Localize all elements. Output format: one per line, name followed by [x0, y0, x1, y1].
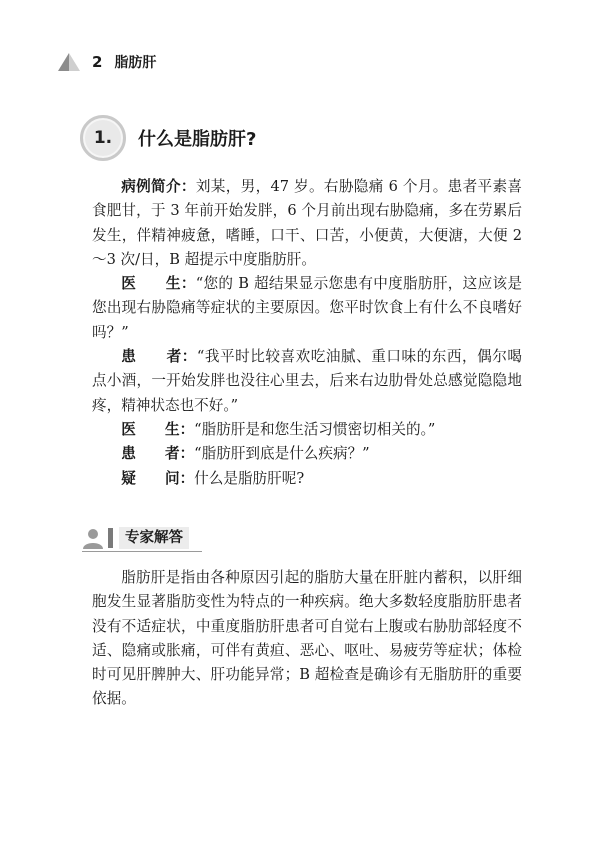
expert-answer-text: 脂肪肝是指由各种原因引起的脂肪大量在肝脏内蓄积，以肝细胞发生显著脂肪变性为特点的一种疾病。绝大多数轻度脂肪肝患者没有不适症状，中重度脂肪肝患者可自觉右上腹或右胁肋部轻度不适、隐痛或胀痛，可伴有黄疸、恶心、呕吐、易疲劳等症状；体检时可见肝脾肿大、肝功能异常；B 超检查是确诊有无脂肪肝的重要依据。	[92, 569, 522, 708]
speaker-label: 疑 问：	[121, 469, 195, 487]
expert-answer	[92, 566, 522, 712]
dialogue-text: “我平时比较喜欢吃油腻、重口味的东西，偶尔喝点小酒，一开始发胖也没往心里去，后来右边肋骨处总感觉隐隐地疼，精神状态也不好。”	[92, 348, 522, 414]
page-number: 2	[92, 53, 103, 71]
expert-label: 专家解答	[119, 527, 189, 549]
section-heading	[80, 118, 256, 158]
expert-person-icon	[82, 527, 104, 549]
speaker-label: 患 者：	[121, 348, 197, 366]
expert-divider-bar	[108, 528, 113, 548]
running-header	[58, 52, 156, 72]
dialogue-text: 什么是脂肪肝呢?	[194, 469, 305, 487]
case-section	[92, 175, 522, 491]
dialogue-line	[92, 345, 522, 418]
dialogue-text: “脂肪肝是和您生活习惯密切相关的。”	[194, 420, 436, 438]
dialogue-line	[92, 418, 522, 442]
section-title: 什么是脂肪肝?	[138, 129, 257, 150]
dialogue-text: “您的 B 超结果显示您患有中度脂肪肝，这应该是您出现右胁隐痛等症状的主要原因。您平时饮食上有什么不良嗜好吗？”	[92, 275, 522, 341]
section-number-badge: 1.	[80, 115, 126, 161]
running-title: 脂肪肝	[114, 55, 157, 71]
dialogue-line	[92, 272, 522, 345]
speaker-label: 患 者：	[121, 445, 195, 463]
dialogue-line	[92, 467, 522, 491]
dialogue-text: “脂肪肝到底是什么疾病？”	[194, 445, 370, 463]
dialogue-line	[92, 442, 522, 466]
corner-triangle-icon	[58, 53, 80, 71]
speaker-label: 医 生：	[121, 275, 196, 293]
case-intro	[92, 175, 522, 272]
expert-answer-heading	[82, 526, 189, 550]
case-intro-text: 刘某，男，47 岁。右胁隐痛 6 个月。患者平素喜食肥甘，于 3 年前开始发胖，6 个月前出现右胁隐痛，多在劳累后发生，伴精神疲惫，嗜睡，口干、口苦，小便黄，大便溏，大便 2～3 次/日，B 超提示中度脂肪肝。	[92, 178, 522, 268]
speaker-label: 医 生：	[121, 420, 195, 438]
expert-underline	[82, 551, 202, 552]
case-intro-label: 病例简介：	[121, 178, 196, 195]
